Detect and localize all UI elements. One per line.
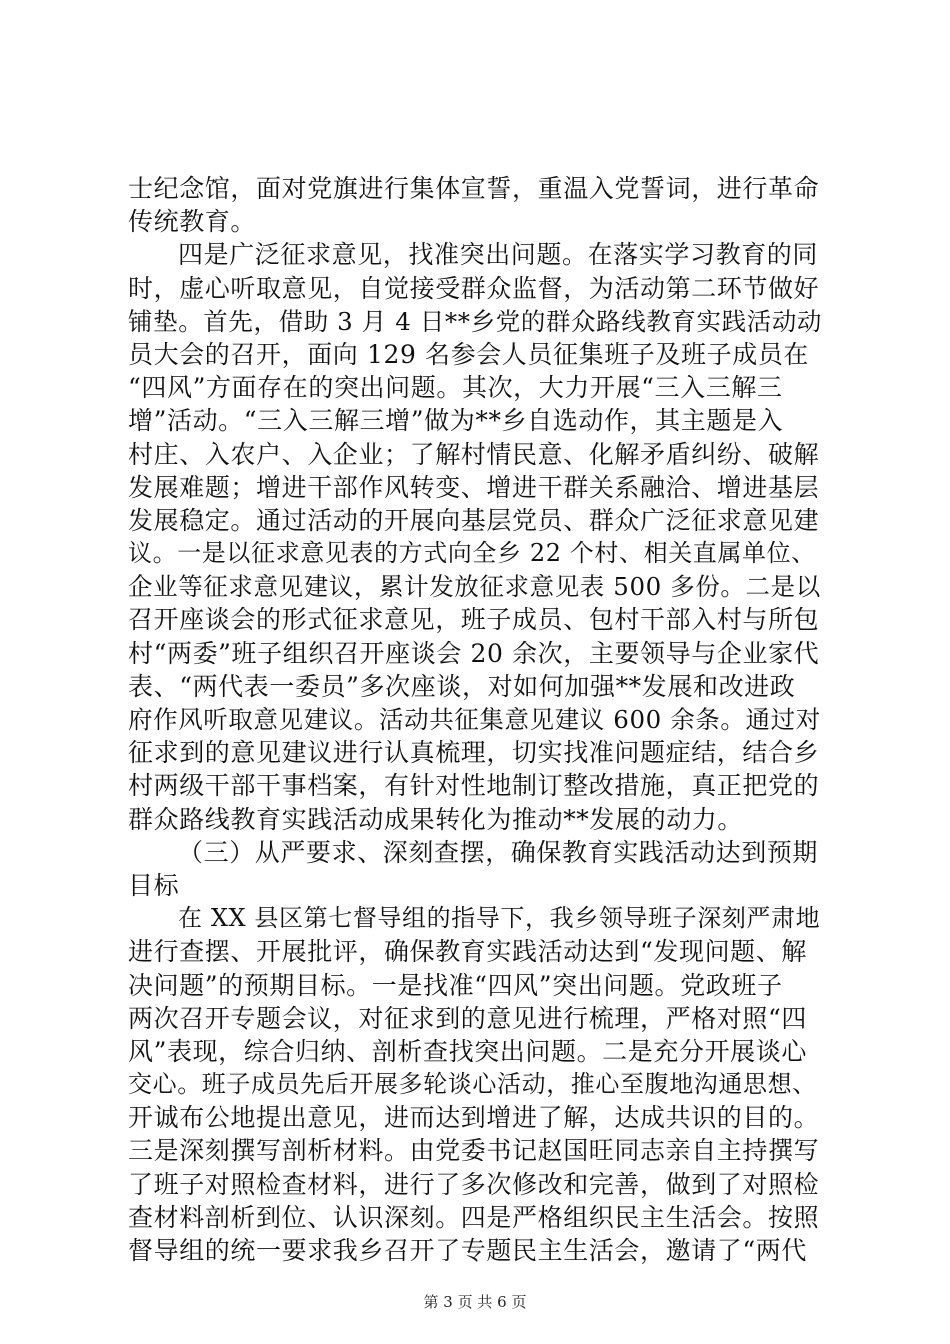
text-line: 召开座谈会的形式征求意见，班子成员、包村干部入村与所包 xyxy=(128,605,820,635)
text-line: 议。一是以征求意见表的方式向全乡 22 个村、相关直属单位、 xyxy=(128,539,816,568)
text-line: 征求到的意见建议进行认真梳理，切实找准问题症结，结合乡 xyxy=(128,738,820,768)
body-text xyxy=(128,172,828,1267)
text-line: 群众路线教育实践活动成果转化为推动**发展的动力。 xyxy=(128,804,744,834)
section-heading: （三）从严要求、深刻查摆，确保教育实践活动达到预期 xyxy=(178,837,819,867)
text-line: 三是深刻撰写剖析材料。由党委书记赵国旺同志亲自主持撰写 xyxy=(128,1136,820,1166)
text-line: 员大会的召开，面向 129 名参会人员征集班子及班子成员在 xyxy=(128,339,810,369)
text-line: 了班子对照检查材料，进行了多次修改和完善，做到了对照检 xyxy=(128,1169,820,1199)
text-line: 铺垫。首先，借助 3 月 4 日**乡党的群众路线教育实践活动动 xyxy=(128,306,823,336)
paragraph-start: 在 XX 县区第七督导组的指导下，我乡领导班子深刻严肃地 xyxy=(178,904,821,933)
text-line: 查材料剖析到位、认识深刻。四是严格组织民主生活会。按照 xyxy=(128,1202,820,1232)
text-line: 企业等征求意见建议，累计发放征求意见表 500 多份。二是以 xyxy=(128,572,821,602)
section-heading-cont: 目标 xyxy=(128,870,180,900)
text-line: 增”活动。“三入三解三增”做为**乡自选动作，其主题是入 xyxy=(128,406,784,436)
paragraph-start: 四是广泛征求意见，找准突出问题。在落实学习教育的同 xyxy=(178,240,819,270)
text-line: 开诚布公地提出意见，进而达到增进了解，达成共识的目的。 xyxy=(128,1103,820,1133)
text-line: 村庄、入农户、入企业；了解村情民意、化解矛盾纠纷、破解 xyxy=(128,439,820,469)
text-line: 传统教育。 xyxy=(128,207,257,237)
text-line: 进行查摆、开展批评，确保教育实践活动达到“发现问题、解 xyxy=(128,937,807,967)
text-line: 士纪念馆，面对党旗进行集体宣誓，重温入党誓词，进行革命 xyxy=(128,174,820,203)
text-line: 督导组的统一要求我乡召开了专题民主生活会，邀请了“两代 xyxy=(128,1236,807,1265)
text-line: 府作风听取意见建议。活动共征集意见建议 600 余条。通过对 xyxy=(128,705,821,734)
text-line: “四风”方面存在的突出问题。其次，大力开展“三入三解三 xyxy=(128,373,783,403)
text-line: 时，虚心听取意见，自觉接受群众监督，为活动第二环节做好 xyxy=(128,273,820,303)
text-line: 发展稳定。通过活动的开展向基层党员、群众广泛征求意见建 xyxy=(128,505,820,535)
text-line: 村“两委”班子组织召开座谈会 20 余次，主要领导与企业家代 xyxy=(128,638,820,668)
text-line: 发展难题；增进干部作风转变、增进干群关系融洽、增进基层 xyxy=(128,472,820,502)
text-line: 村两级干部干事档案，有针对性地制订整改措施，真正把党的 xyxy=(128,771,820,801)
text-line: 两次召开专题会议，对征求到的意见进行梳理，严格对照“四 xyxy=(128,1003,807,1033)
text-line: 风”表现，综合归纳、剖析查找突出问题。二是充分开展谈心 xyxy=(128,1036,807,1066)
text-line: 交心。班子成员先后开展多轮谈心活动，推心至腹地沟通思想、 xyxy=(128,1070,817,1099)
page-number-footer: 第 3 页 共 6 页 xyxy=(423,1293,527,1311)
text-line: 表、“两代表一委员”多次座谈，对如何加强**发展和改进政 xyxy=(128,671,796,701)
text-line: 决问题”的预期目标。一是找准“四风”突出问题。党政班子 xyxy=(128,970,783,1000)
